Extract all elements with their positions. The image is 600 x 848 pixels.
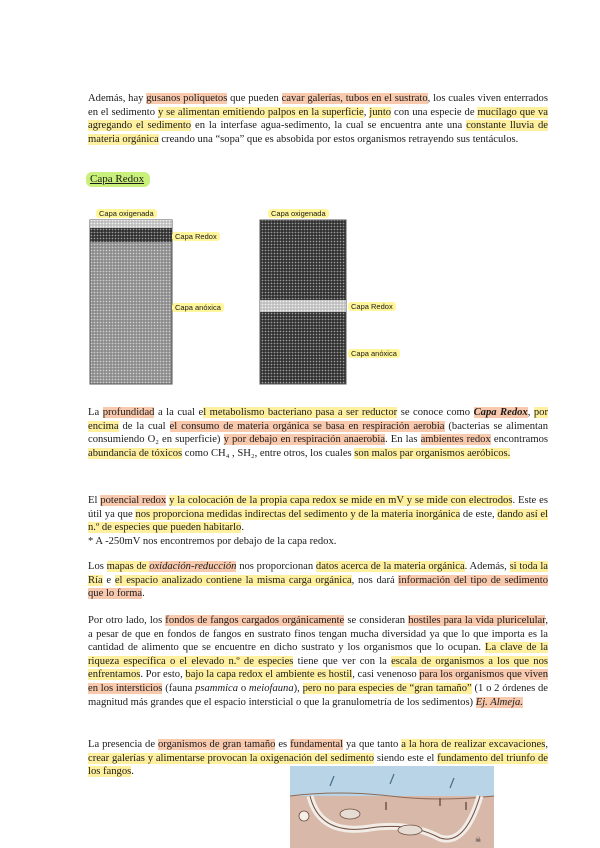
text: , — [527, 407, 534, 418]
highlight: pero no para especies de “gran tamaño” — [302, 682, 472, 694]
text: . — [142, 588, 145, 600]
text: (fauna — [162, 682, 196, 694]
text: Además, hay — [88, 93, 147, 104]
label-oxygenated-left: Capa oxigenada — [96, 209, 157, 218]
text: La presencia de — [88, 739, 158, 750]
text: , a pesar de que en fondos de fangos en sustrato finos tengan mucha diversidad ya que lo que importa es la cantidad de alimento que se encuentre en dicho sustrato y los organismos que lo ocupan. — [88, 615, 548, 654]
highlight: l metabolismo bacteriano pasa a ser reductor — [203, 407, 398, 418]
text: El — [88, 495, 101, 506]
text: ), — [293, 682, 303, 694]
text: que pueden — [227, 93, 282, 104]
highlight: abundancia de tóxicos — [88, 447, 183, 459]
label-redox-right: Capa Redox — [348, 302, 396, 311]
text: nos proporcionan — [236, 561, 316, 572]
highlight: mucílago que va agregando el sedimento — [88, 106, 548, 132]
highlight: el consumo de materia orgánica se basa en respiración aerobia — [169, 420, 445, 432]
text: . Además, — [464, 561, 510, 572]
text: . — [241, 522, 244, 534]
highlight: bajo la capa redox el ambiente es hostil — [185, 669, 353, 681]
text: e — [102, 574, 115, 586]
text: de este, — [460, 508, 498, 520]
text: tiene que ver con la — [293, 655, 392, 667]
paragraph-redox-maps — [88, 560, 548, 601]
highlight: y la colocación de la propia capa redox se mide en mV y se mide con electrodos — [169, 495, 513, 506]
sediment-columns — [0, 0, 600, 400]
text: de la cual — [118, 420, 170, 432]
text: . En las — [385, 434, 421, 446]
highlight: crear galerías y alimentarse provocan la oxigenación del sedimento — [88, 752, 375, 764]
highlight: Capa Redox — [473, 407, 528, 418]
paragraph-redox-potential — [88, 494, 548, 548]
highlight: oxidación-reducción — [149, 561, 237, 572]
text: , nos dará — [351, 574, 399, 586]
highlight: información del tipo de sedimento que lo forma — [88, 574, 549, 600]
label-oxygenated-right: Capa oxigenada — [268, 209, 329, 218]
highlight: por encima — [88, 407, 548, 432]
text: creando una “sopa” que es absobida por estos organismos retrayendo sus tentáculos. — [158, 133, 519, 145]
text: con una especie de — [391, 106, 478, 118]
text: es — [275, 739, 291, 750]
text: . Este es útil ya que — [88, 495, 548, 520]
highlight: escala de organismos a los que nos enfrentamos — [88, 655, 548, 681]
highlight: hostiles para la vida pluricelular — [408, 615, 546, 626]
text: encontramos — [490, 434, 548, 446]
text: como CH₄ , SH₂, entre otros, los cuales — [182, 447, 355, 459]
highlight: el espacio analizado contiene la misma carga orgánica — [114, 574, 352, 586]
text: , casi venenoso — [352, 669, 420, 681]
text: (bacterias se alimentan consumiendo O₂ en superficie) — [88, 420, 548, 446]
label-redox-left: Capa Redox — [172, 232, 220, 241]
highlight: cavar galerías, tubos en el sustrato — [281, 93, 428, 104]
paragraph-mud-bottoms — [88, 614, 548, 709]
text: se conoce como — [397, 407, 474, 418]
highlight: fundamento del triunfo de los fangos — [88, 752, 549, 778]
highlight: para los organismos que viven en los intersticios — [88, 669, 549, 694]
text: ya que tanto — [343, 739, 402, 750]
highlight: gusanos poliquetos — [146, 93, 228, 104]
highlight: y por debajo en respiración anaerobia — [223, 434, 386, 446]
text: se consideran — [344, 615, 409, 626]
highlight: y se alimentan emitiendo palpos en la superficie — [157, 106, 364, 118]
highlight: son malos par organismos aeróbicos. — [354, 447, 511, 459]
text: meiofauna — [248, 682, 294, 694]
highlight: junto — [369, 106, 392, 118]
highlight: La clave de la riqueza específica o el elevado n.º de especies — [88, 642, 548, 667]
highlight: nos proporciona medidas indirectas del sedimento y de la materia inorgánica — [135, 508, 461, 520]
text: o — [238, 682, 249, 694]
highlight: si toda la Ría — [88, 561, 548, 586]
highlight: ambientes redox — [420, 434, 491, 446]
highlight: potencial redox — [100, 495, 167, 506]
text: Los — [88, 561, 107, 572]
label-anoxic-left: Capa anóxica — [172, 303, 224, 312]
highlight: datos acerca de la materia orgánica — [315, 561, 465, 572]
highlight: profundidad — [102, 407, 155, 418]
highlight: a la hora de realizar excavaciones — [401, 739, 546, 750]
paragraph-redox-definition — [88, 406, 548, 460]
highlight: Ej. Almeja. — [475, 696, 523, 708]
highlight: constante lluvia de materia orgánica — [88, 120, 548, 145]
text: en la interfase agua-sedimento, la cual se encuentra ante una — [191, 120, 467, 132]
text: (1 o 2 órdenes de magnitud más grandes que el espacio intersticial o que la granulometría de los sedimentos) — [88, 682, 549, 708]
text: , los cuales viven enterrados en el sedimento — [88, 93, 548, 118]
highlight: fundamental — [290, 739, 344, 750]
text: , — [363, 106, 370, 118]
label-anoxic-right: Capa anóxica — [348, 349, 400, 358]
section-heading: Capa Redox — [86, 172, 150, 187]
text: Por otro lado, los — [88, 615, 166, 626]
text: La — [88, 407, 103, 418]
text: . — [131, 766, 134, 778]
text: a la cual e — [154, 407, 204, 418]
text: . Por esto, — [140, 669, 186, 681]
text: psammica — [195, 682, 239, 694]
highlight: dando así el n.º de especies que pueden habitarlo — [88, 508, 548, 534]
highlight: fondos de fangos cargados orgánicamente — [165, 615, 345, 626]
svg-text:☠: ☠ — [475, 836, 482, 844]
text: , — [545, 739, 548, 750]
footnote: * A -250mV nos encontremos por debajo de la capa redox. — [88, 535, 337, 547]
highlight: organismos de gran tamaño — [157, 739, 276, 750]
text: siendo este el — [374, 752, 438, 764]
highlight: mapas de — [106, 561, 150, 572]
burrow-illustration — [290, 766, 494, 848]
